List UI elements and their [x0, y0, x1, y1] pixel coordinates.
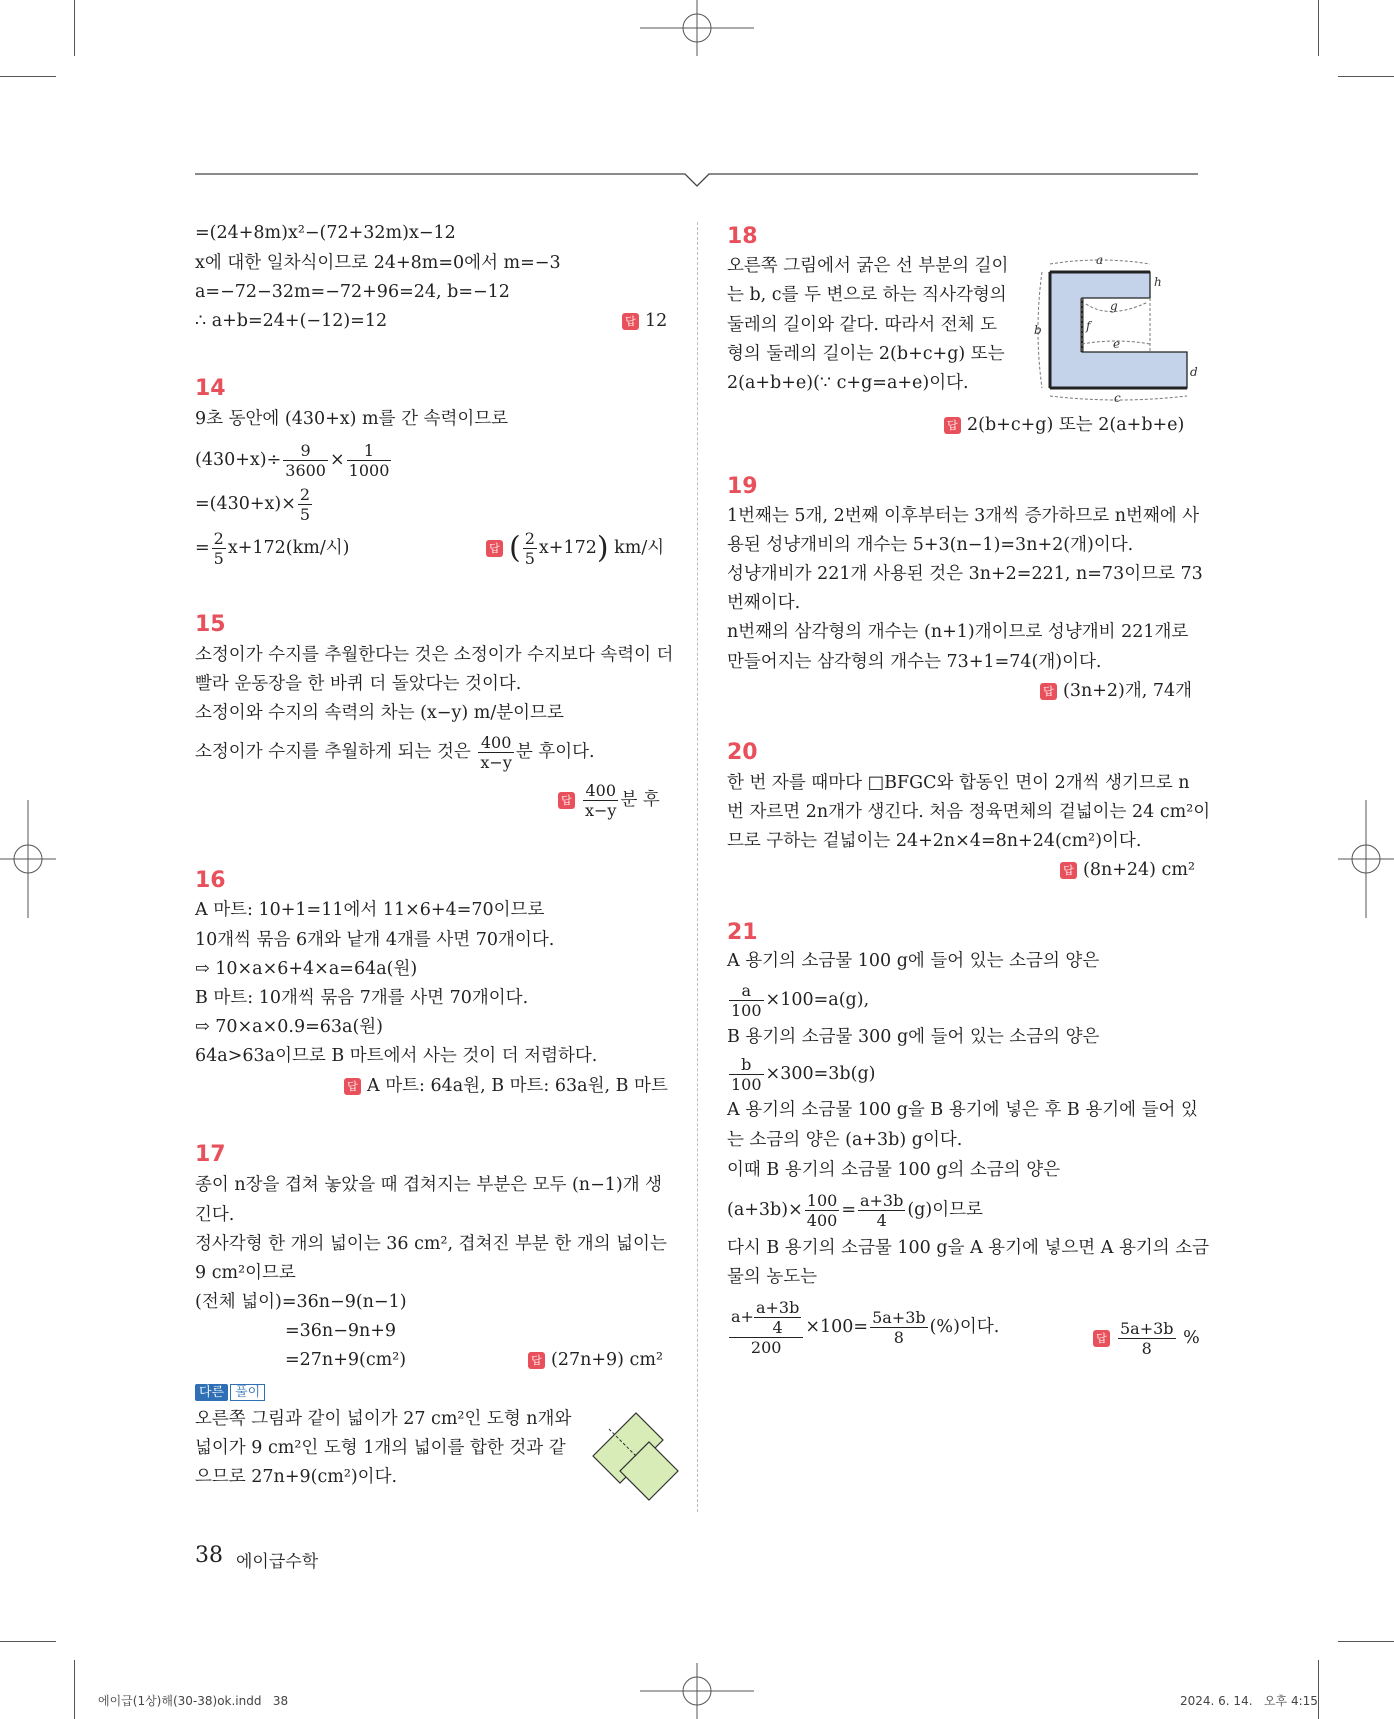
p19-line: 용된 성냥개비의 개수는 5+3(n−1)=3n+2(개)이다. [727, 535, 1134, 555]
p17-line: 긴다. [195, 1205, 235, 1225]
p21-line: 이때 B 용기의 소금물 100 g의 소금의 양은 [727, 1160, 1061, 1180]
book-title: 에이급수학 [236, 1552, 319, 1572]
p13-line: ∴ a+b=24+(−12)=12 [195, 311, 388, 331]
answer-icon: 답 [486, 540, 503, 557]
p15-line: 소정이가 수지를 추월하게 되는 것은 $\frac{400}{x-y}$ 분 후이다. [195, 733, 595, 772]
p20-answer: 답 (8n+24) cm² [1060, 859, 1195, 881]
p16-line: 10개씩 묶음 6개와 낱개 4개를 사면 70개이다. [195, 930, 555, 950]
svg-text:h: h [1154, 275, 1162, 289]
fraction: $\frac{a}{100}$ [731, 981, 762, 1020]
answer-icon: 답 [558, 792, 575, 809]
p14-line: =(430+x)× $\frac{2}{5}$ [195, 485, 311, 524]
p21-answer: 답 $\frac{5a+3b}{8}$ % [1093, 1318, 1200, 1358]
p19-line: 만들어지는 삼각형의 개수는 73+1=74(개)이다. [727, 652, 1102, 672]
print-stamp: 2024. 6. 14. 오후 4:15 [1180, 1694, 1318, 1708]
p15-line: 빨라 운동장을 한 바퀴 더 돌았다는 것이다. [195, 674, 522, 694]
problem-number: 18 [727, 224, 758, 249]
p15-line: 소정이와 수지의 속력의 차는 (x−y) m/분이므로 [195, 703, 564, 723]
p16-line: B 마트: 10개씩 묶음 7개를 사면 70개이다. [195, 988, 529, 1008]
p20-line: 번 자르면 2n개가 생긴다. 처음 정육면체의 겉넓이는 24 cm²이 [727, 802, 1211, 822]
p19-line: 1번째는 5개, 2번째 이후부터는 3개씩 증가하므로 n번째에 사 [727, 506, 1200, 526]
p14-line: 9초 동안에 (430+x) m를 간 속력이므로 [195, 409, 509, 429]
p15-answer: 답 $\frac{400}{x-y}$ 분 후 [558, 780, 660, 820]
p18-answer: 답 2(b+c+g) 또는 2(a+b+e) [944, 414, 1184, 436]
svg-text:b: b [1034, 323, 1042, 337]
answer-icon: 답 [944, 417, 961, 434]
p21-line: a+ $\frac{a+3b}{4}$ 200 ×100= $\frac{5a+3b}{8}$ (%)이다. [731, 1298, 1000, 1357]
p21-line: 물의 농도는 [727, 1267, 818, 1287]
p18-line: 둘레의 길이와 같다. 따라서 전체 도 [727, 315, 998, 335]
svg-text:f: f [1086, 319, 1091, 333]
p16-line: ⇨ 70×a×0.9=63a(원) [195, 1017, 384, 1037]
p14-answer: 답 ( $\frac{2}{5}$ x+172) km/시 [486, 528, 664, 568]
p16-line: 64a>63a이므로 B 마트에서 사는 것이 더 저렴하다. [195, 1046, 598, 1066]
p16-answer: 답 A 마트: 64a원, B 마트: 63a원, B 마트 [344, 1075, 668, 1097]
p14-line: (430+x)÷ $\frac{9}{3600}$ × $\frac{1}{1000}$ [195, 441, 390, 480]
fraction: $\frac{9}{3600}$ [285, 441, 326, 480]
p17-line: =27n+9(cm²) [285, 1350, 407, 1370]
svg-text:g: g [1110, 299, 1118, 313]
fraction: $\frac{2}{5}$ [213, 529, 224, 568]
p19-line: n번째의 삼각형의 개수는 (n+1)개이므로 성냥개비 221개로 [727, 622, 1189, 642]
p21-line: $\frac{b}{100}$ ×300=3b(g) [731, 1055, 876, 1094]
p17-line: 9 cm²이므로 [195, 1263, 296, 1283]
p17-line: =36n−9n+9 [285, 1321, 397, 1341]
p18-line: 오른쪽 그림에서 굵은 선 부분의 길이 [727, 256, 1009, 276]
p13-answer: 답 12 [622, 310, 667, 332]
p19-line: 번째이다. [727, 593, 801, 613]
p14-line: = $\frac{2}{5}$ x+172(km/시) [195, 529, 350, 568]
alt-solution-tag: 다른 풀이 [195, 1381, 265, 1400]
p17-line: 정사각형 한 개의 넓이는 36 cm², 겹쳐진 부분 한 개의 넓이는 [195, 1234, 667, 1254]
problem-number: 19 [727, 474, 758, 499]
p18-line: 는 b, c를 두 변으로 하는 직사각형의 [727, 285, 1007, 305]
fraction: $\frac{a+3b}{4}$ [859, 1191, 904, 1230]
p21-line: 다시 B 용기의 소금물 100 g을 A 용기에 넣으면 A 용기의 소금 [727, 1238, 1210, 1258]
p16-line: A 마트: 10+1=11에서 11×6+4=70이므로 [195, 900, 545, 920]
complex-fraction: a+ $\frac{a+3b}{4}$ 200 [729, 1298, 803, 1357]
answer-icon: 답 [344, 1078, 361, 1095]
p17-line: 넓이가 9 cm²인 도형 1개의 넓이를 합한 것과 같 [195, 1438, 566, 1458]
p20-line: 한 번 자를 때마다 □BFGC와 합동인 면이 2개씩 생기므로 n [727, 773, 1190, 793]
svg-text:c: c [1114, 391, 1121, 402]
problem-number: 16 [195, 868, 226, 893]
problem-number: 20 [727, 740, 758, 765]
p18-line: 형의 둘레의 길이는 2(b+c+g) 또는 [727, 344, 1005, 364]
problem-number: 17 [195, 1142, 226, 1167]
svg-text:a: a [1096, 253, 1104, 267]
answer-icon: 답 [528, 1352, 545, 1369]
svg-text:e: e [1113, 337, 1121, 351]
fraction: $\frac{b}{100}$ [731, 1055, 762, 1094]
problem-number: 21 [727, 920, 758, 945]
p13-line: a=−72−32m=−72+96=24, b=−12 [195, 282, 510, 302]
p20-line: 므로 구하는 겉넓이는 24+2n×4=8n+24(cm²)이다. [727, 831, 1142, 851]
p16-line: ⇨ 10×a×6+4×a=64a(원) [195, 959, 418, 979]
overlap-squares-figure [588, 1408, 684, 1508]
answer-icon: 답 [1093, 1330, 1110, 1347]
page-number: 38 [195, 1543, 223, 1568]
file-slug: 에이급(1상)해(30-38)ok.indd 38 [98, 1694, 289, 1708]
column-divider [697, 222, 698, 1512]
fraction: $\frac{400}{x-y}$ [480, 733, 512, 772]
p13-line: x에 대한 일차식이므로 24+8m=0에서 m=−3 [195, 253, 561, 273]
p17-line: 종이 n장을 겹쳐 놓았을 때 겹쳐지는 부분은 모두 (n−1)개 생 [195, 1175, 663, 1195]
p21-line: A 용기의 소금물 100 g에 들어 있는 소금의 양은 [727, 951, 1100, 971]
p21-line: (a+3b)× $\frac{100}{400}$ = $\frac{a+3b}{4}$ (g)이므로 [727, 1191, 983, 1230]
fraction: $\frac{5a+3b}{8}$ [1120, 1319, 1174, 1358]
problem-number: 15 [195, 612, 226, 637]
p13-line: =(24+8m)x²−(72+32m)x−12 [195, 223, 456, 243]
p17-line: 오른쪽 그림과 같이 넓이가 27 cm²인 도형 n개와 [195, 1409, 572, 1429]
p18-line: 2(a+b+e)(∵ c+g=a+e)이다. [727, 373, 969, 393]
answer-icon: 답 [1040, 683, 1057, 700]
p17-answer: 답 (27n+9) cm² [528, 1349, 663, 1371]
svg-text:d: d [1190, 365, 1198, 379]
p21-line: $\frac{a}{100}$ ×100=a(g), [731, 981, 870, 1020]
p15-line: 소정이가 수지를 추월한다는 것은 소정이가 수지보다 속력이 더 [195, 645, 674, 665]
p19-line: 성냥개비가 221개 사용된 것은 3n+2=221, n=73이므로 73 [727, 564, 1203, 584]
fraction: $\frac{400}{x-y}$ [585, 781, 617, 820]
answer-icon: 답 [1060, 862, 1077, 879]
fraction: $\frac{2}{5}$ [524, 529, 535, 568]
p17-line: (전체 넓이)=36n−9(n−1) [195, 1292, 407, 1312]
p21-line: 는 소금의 양은 (a+3b) g이다. [727, 1130, 963, 1150]
p19-answer: 답 (3n+2)개, 74개 [1040, 680, 1192, 702]
problem-number: 14 [195, 376, 226, 401]
fraction: $\frac{100}{400}$ [806, 1191, 838, 1230]
p17-line: 으므로 27n+9(cm²)이다. [195, 1467, 398, 1487]
fraction: $\frac{1}{1000}$ [348, 441, 390, 480]
fraction: $\frac{5a+3b}{8}$ [872, 1308, 926, 1347]
p21-line: A 용기의 소금물 100 g을 B 용기에 넣은 후 B 용기에 들어 있 [727, 1100, 1198, 1120]
c-shape-figure [1030, 252, 1200, 402]
fraction: $\frac{2}{5}$ [299, 485, 311, 524]
p21-line: B 용기의 소금물 300 g에 들어 있는 소금의 양은 [727, 1027, 1100, 1047]
answer-icon: 답 [622, 313, 639, 330]
